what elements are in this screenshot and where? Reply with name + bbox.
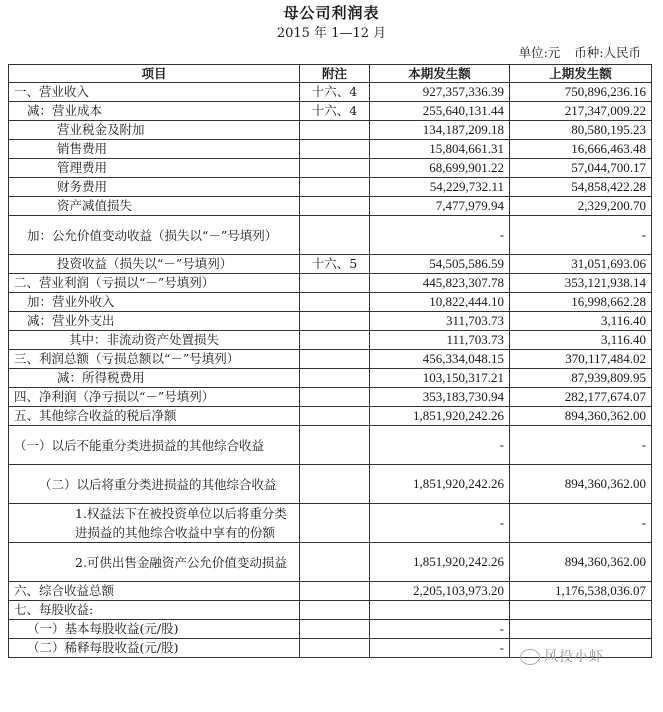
row-note	[300, 312, 370, 331]
row-note	[300, 426, 370, 465]
income-statement-table	[8, 64, 652, 658]
table-row	[9, 369, 652, 388]
row-item: 减：所得税费用	[9, 369, 300, 388]
row-prior: 894,360,362.00	[510, 407, 652, 426]
row-current: 1,851,920,242.26	[370, 407, 510, 426]
row-prior: 894,360,362.00	[510, 465, 652, 504]
row-current: -	[370, 504, 510, 543]
row-item: 其中：非流动资产处置损失	[9, 331, 300, 350]
table-row	[9, 601, 652, 620]
row-current: 1,851,920,242.26	[370, 543, 510, 582]
col-header-item: 项目	[9, 65, 300, 83]
row-prior: 894,360,362.00	[510, 543, 652, 582]
row-item: 一、营业收入	[9, 83, 300, 102]
table-row	[9, 121, 652, 140]
row-note: 十六、4	[300, 83, 370, 102]
row-item: 财务费用	[9, 178, 300, 197]
row-note	[300, 331, 370, 350]
row-current: 134,187,209.18	[370, 121, 510, 140]
row-note	[300, 504, 370, 543]
table-row	[9, 388, 652, 407]
row-note: 十六、4	[300, 102, 370, 121]
col-header-current: 本期发生额	[370, 65, 510, 83]
row-item: 销售费用	[9, 140, 300, 159]
row-note	[300, 465, 370, 504]
col-header-prior: 上期发生额	[510, 65, 652, 83]
table-row	[9, 140, 652, 159]
row-item: 加：公允价值变动收益（损失以“－”号填列）	[9, 216, 300, 255]
statement-title: 母公司利润表	[283, 4, 380, 22]
row-note	[300, 121, 370, 140]
row-prior: 87,939,809.95	[510, 369, 652, 388]
row-current: 103,150,317.21	[370, 369, 510, 388]
table-row	[9, 543, 652, 582]
currency-label: 币种:人民币	[574, 45, 641, 60]
row-prior: 16,666,463.48	[510, 140, 652, 159]
row-current: 10,822,444.10	[370, 293, 510, 312]
row-note	[300, 293, 370, 312]
row-item: （二）稀释每股收益(元/股)	[9, 639, 300, 658]
row-item: （一）基本每股收益(元/股)	[9, 620, 300, 639]
row-current: -	[370, 426, 510, 465]
row-prior	[510, 601, 652, 620]
row-prior: 57,044,700.17	[510, 159, 652, 178]
row-note	[300, 140, 370, 159]
table-row	[9, 331, 652, 350]
row-current: 255,640,131.44	[370, 102, 510, 121]
row-prior: 217,347,009.22	[510, 102, 652, 121]
row-prior: 80,580,195.23	[510, 121, 652, 140]
table-row	[9, 582, 652, 601]
row-current: 1,851,920,242.26	[370, 465, 510, 504]
table-row	[9, 620, 652, 639]
table-row	[9, 216, 652, 255]
row-prior: 750,896,236.16	[510, 83, 652, 102]
table-row	[9, 255, 652, 274]
row-current: 54,229,732.11	[370, 178, 510, 197]
row-current	[370, 601, 510, 620]
chat-bubble-icon	[520, 649, 540, 665]
row-note	[300, 178, 370, 197]
row-item: 加：营业外收入	[9, 293, 300, 312]
row-current: 456,334,048.15	[370, 350, 510, 369]
row-item: 减：营业外支出	[9, 312, 300, 331]
table-row	[9, 426, 652, 465]
row-prior: 3,116.40	[510, 312, 652, 331]
row-note	[300, 197, 370, 216]
table-row	[9, 504, 652, 543]
row-note	[300, 407, 370, 426]
row-item: 三、利润总额（亏损总额以“－”号填列）	[9, 350, 300, 369]
row-item: 四、净利润（净亏损以“－”号填列）	[9, 388, 300, 407]
row-note	[300, 388, 370, 407]
row-item: 减：营业成本	[9, 102, 300, 121]
table-row	[9, 312, 652, 331]
row-item: 营业税金及附加	[9, 121, 300, 140]
watermark-text: 风投小虾	[544, 649, 604, 665]
row-item: 管理费用	[9, 159, 300, 178]
row-current: 927,357,336.39	[370, 83, 510, 102]
row-note	[300, 601, 370, 620]
row-prior: 370,117,484.02	[510, 350, 652, 369]
row-current: -	[370, 620, 510, 639]
row-prior	[510, 620, 652, 639]
row-item: 投资收益（损失以“－”号填列）	[9, 255, 300, 274]
row-current: 68,699,901.22	[370, 159, 510, 178]
table-row	[9, 293, 652, 312]
row-item: （二）以后将重分类进损益的其他综合收益	[9, 465, 300, 504]
table-row	[9, 159, 652, 178]
row-current: 311,703.73	[370, 312, 510, 331]
row-current: 2,205,103,973.20	[370, 582, 510, 601]
row-prior: 353,121,938.14	[510, 274, 652, 293]
row-note	[300, 620, 370, 639]
row-note	[300, 582, 370, 601]
row-current: 15,804,661.31	[370, 140, 510, 159]
row-note: 十六、5	[300, 255, 370, 274]
row-note	[300, 350, 370, 369]
row-item: 资产减值损失	[9, 197, 300, 216]
row-prior: 31,051,693.06	[510, 255, 652, 274]
row-item: 2.可供出售金融资产公允价值变动损益	[9, 543, 300, 582]
row-note	[300, 369, 370, 388]
row-item: 二、营业利润（亏损以“－”号填列）	[9, 274, 300, 293]
table-row	[9, 102, 652, 121]
row-prior: 1,176,538,036.07	[510, 582, 652, 601]
row-prior: 282,177,674.07	[510, 388, 652, 407]
table-row	[9, 197, 652, 216]
table-row	[9, 465, 652, 504]
row-prior: 3,116.40	[510, 331, 652, 350]
row-current: 7,477,979.94	[370, 197, 510, 216]
statement-period: 2015 年 1—12 月	[276, 26, 387, 41]
row-item: 1.权益法下在被投资单位以后将重分类进损益的其他综合收益中享有的份额	[9, 504, 300, 543]
unit-label: 单位:元	[518, 45, 561, 60]
row-note	[300, 159, 370, 178]
row-note	[300, 543, 370, 582]
row-current: 353,183,730.94	[370, 388, 510, 407]
table-row	[9, 178, 652, 197]
row-current: 54,505,586.59	[370, 255, 510, 274]
row-current: -	[370, 639, 510, 658]
row-item: 六、综合收益总额	[9, 582, 300, 601]
watermark	[520, 646, 604, 666]
table-row	[9, 274, 652, 293]
table-header-row	[9, 65, 652, 83]
table-row	[9, 407, 652, 426]
table-row	[9, 83, 652, 102]
row-prior: 16,998,662.28	[510, 293, 652, 312]
row-item: （一）以后不能重分类进损益的其他综合收益	[9, 426, 300, 465]
row-note	[300, 639, 370, 658]
unit-line	[505, 43, 641, 61]
row-prior: -	[510, 216, 652, 255]
row-note	[300, 274, 370, 293]
row-prior: -	[510, 504, 652, 543]
row-item: 七、每股收益:	[9, 601, 300, 620]
row-current: 111,703.73	[370, 331, 510, 350]
row-prior: 2,329,200.70	[510, 197, 652, 216]
col-header-note: 附注	[300, 65, 370, 83]
row-note	[300, 216, 370, 255]
row-current: 445,823,307.78	[370, 274, 510, 293]
table-row	[9, 350, 652, 369]
row-prior: 54,858,422.28	[510, 178, 652, 197]
row-item: 五、其他综合收益的税后净额	[9, 407, 300, 426]
row-prior: -	[510, 426, 652, 465]
row-current: -	[370, 216, 510, 255]
